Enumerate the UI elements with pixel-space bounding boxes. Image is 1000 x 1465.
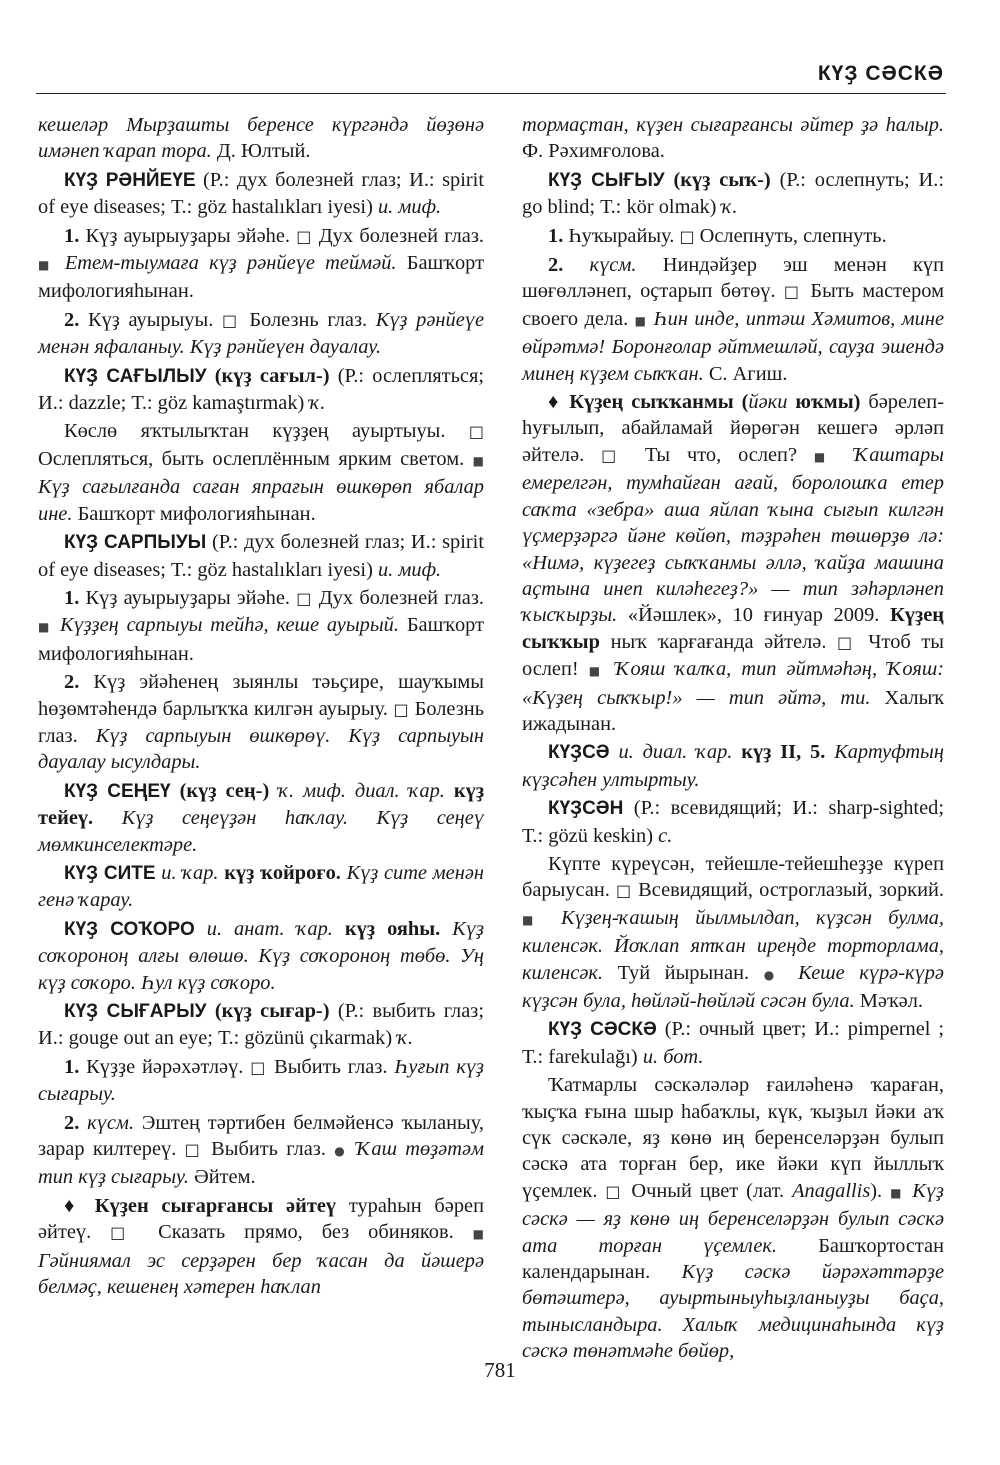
text-run: күҙ ҡойроғо. <box>224 861 341 884</box>
text-run: Туй йырынан. <box>603 961 764 984</box>
text-run: (күҙ сең-) <box>170 779 279 802</box>
example-marker-icon: ■ <box>813 449 838 464</box>
translation-marker-icon: □ <box>296 226 313 246</box>
text-run: и. ҡар. <box>155 861 225 884</box>
headword: КҮҘ РӘНЙЕҮЕ <box>64 169 196 191</box>
text-run: ҡ. <box>397 1027 414 1050</box>
text-run: тормаҫтан, күҙен сығарғансы әйтер ҙә һалыр. <box>522 114 944 136</box>
translation-marker-icon: □ <box>605 1181 624 1201</box>
text-run: Кеше күрә-күрә күҙсән була, һөйләй-һөйләй сәсән була. <box>522 961 944 1012</box>
example-marker-icon: ■ <box>472 1227 484 1242</box>
text-run: Күҙ сеңеүҙән һаҡлау. Күҙ сеңеү мөмкинселектәре. <box>38 807 484 856</box>
headword: КҮҘ СЕҢЕҮ <box>64 780 171 802</box>
text-run: Күҙ сите менән генә ҡарау. <box>38 861 485 912</box>
text-run: күҙ тейеү. <box>38 779 485 830</box>
text-run: (күҙ сығар-) <box>206 1000 330 1022</box>
dictionary-paragraph <box>522 739 944 793</box>
translation-marker-icon: □ <box>221 310 241 330</box>
text-run: (Р.: выбить глаз; И.: gouge out an eye; Т.: gözünü çıkarmak) <box>38 1000 484 1050</box>
text-run: Ҡаш төҙәтәм тип күҙ сығарыу. <box>38 1138 485 1189</box>
translation-marker-icon: □ <box>468 422 484 442</box>
text-run: (Р.: ослепнуть; И.: go blind; Т.: kör olmak) <box>522 168 945 219</box>
dictionary-paragraph <box>38 307 484 361</box>
text-run: Эштең тәртибен белмәйенсә ҡыланыу, зарар килтереү. <box>38 1111 484 1161</box>
text-run: юҡмы) <box>787 391 861 414</box>
headword: КҮҘ САРПЫУЫ <box>64 532 207 554</box>
text-run: Башҡортостан календарынан. <box>522 1234 944 1284</box>
text-run: Күҙ соҡороноң алғы өлөшө. Күҙ соҡороноң төбө. Уң күҙ соҡоро. Һул күҙ соҡоро. <box>38 917 484 994</box>
dictionary-paragraph <box>522 1072 944 1364</box>
text-run: тураһын бәреп әйтеү. <box>38 1194 484 1244</box>
dictionary-paragraph <box>522 795 944 849</box>
text-run: с. <box>658 824 673 847</box>
text-run: Күҙ сарпыуын өшкөрөү. Күҙ сарпыуын дауалау ысулдары. <box>38 724 484 774</box>
text-run: Күҙең-ҡашың йылмылдап, күҙсән булма, киленсәк. Йоҡлап ятҡан иреңде торторлама, киленсәк. <box>522 906 944 984</box>
text-run: Дух болезней глаз. <box>312 586 484 609</box>
dictionary-paragraph <box>522 1016 944 1070</box>
dictionary-paragraph <box>38 998 484 1052</box>
text-run: ныҡ ҡарғағанда әйтелә. <box>599 630 838 653</box>
text-run: 2. <box>64 1111 80 1134</box>
text-run: 2. <box>548 254 564 277</box>
text-run: ♦ Күҙең сыҡҡанмы ( <box>548 391 749 414</box>
text-run: «Йәшлек», 10 ғинуар 2009. <box>617 604 891 627</box>
text-run: Күҙең сыҡҡыр <box>522 604 944 653</box>
text-run: Һуҡырайыу. <box>563 224 680 247</box>
proverb-marker-icon: ● <box>763 967 784 982</box>
text-run: Башҡорт мифологияһынан. <box>38 252 484 303</box>
text-run: (Р.: всевидящий; И.: sharp-sighted; Т.: gözü keskin) <box>522 797 944 847</box>
text-run: Сказать прямо, без обиняков. <box>139 1221 473 1244</box>
text-run: Ф. Рәхимғолова. <box>522 140 665 163</box>
text-run: Күҙ рәнйеүе менән яфаланыу. Күҙ рәнйеүен дауалау. <box>38 308 484 359</box>
dictionary-paragraph <box>38 1110 484 1191</box>
text-run: Д. Юлтый. <box>211 140 311 163</box>
dictionary-paragraph <box>522 112 944 165</box>
text-run: Әйтем. <box>188 1166 256 1189</box>
dictionary-paragraph <box>38 363 484 417</box>
dictionary-paragraph <box>38 167 484 221</box>
example-marker-icon: ■ <box>890 1185 905 1200</box>
text-run: кешеләр Мырҙашты беренсе күргәндә йөҙөнә имәнеп ҡарап тора. <box>38 114 484 163</box>
left-column <box>38 112 484 1302</box>
text-run: ҡ. <box>721 196 738 219</box>
text-run: Ты что, ослеп? <box>628 443 814 466</box>
dictionary-paragraph <box>38 669 484 776</box>
text-run: (Р.: дух болезней глаз; И.: spirit of eye diseases; Т.: göz hastalıkları iyesi) <box>38 531 485 581</box>
dictionary-paragraph <box>38 1193 484 1301</box>
text-run: Дух болезней глаз. <box>312 224 484 247</box>
translation-marker-icon: □ <box>783 282 803 302</box>
dictionary-paragraph <box>38 585 484 667</box>
dictionary-paragraph <box>522 167 944 221</box>
text-run: Выбить глаз. <box>202 1138 335 1161</box>
text-run: Ослепляться, быть ослеплённым ярким светом. <box>38 447 473 470</box>
translation-marker-icon: □ <box>250 1057 268 1077</box>
text-run: күҙ II, 5. <box>741 741 826 764</box>
dictionary-paragraph <box>38 223 484 305</box>
translation-marker-icon: □ <box>110 1223 140 1243</box>
translation-marker-icon: □ <box>184 1140 203 1160</box>
text-run: йәки <box>748 391 788 414</box>
text-run: Очный цвет (лат. <box>623 1179 793 1202</box>
text-run: Anagallis <box>792 1179 871 1202</box>
example-marker-icon: ■ <box>472 453 484 468</box>
text-run: Выбить глаз. <box>267 1055 395 1078</box>
text-run: ҡ. миф. диал. ҡар. <box>278 779 454 802</box>
text-run: 1. <box>64 224 80 247</box>
dictionary-paragraph <box>38 112 484 165</box>
text-run: Ниндәйҙер эш менән күп шөғөлләнеп, оҫтарып бөтөү. <box>522 254 945 303</box>
text-run: Болезнь глаз. <box>240 308 376 331</box>
text-run: Ҡатмарлы сәскәләләр ғаиләһенә ҡараған, ҡыҫҡа ғына шыр һабаҡлы, күк, ҡыҙыл йәки аҡ сүк сәскәле, яҙ көнө иң беренселәрҙән булып сәскә ата торған бер, ике йәки күп йыллыҡ үҫемлек. <box>522 1074 944 1202</box>
headword: КҮҘ СЫҒЫУ <box>548 169 665 191</box>
dictionary-paragraph <box>38 860 484 914</box>
dictionary-paragraph <box>38 529 484 583</box>
text-run: Ҡаштары емерелгән, тумһайған ағай, боролошҡа етер саҡта «зебра» аша яйлап ҡына сығып килгән үҫмерҙәргә йәне көйөп, тәҙрәһен төшөрҙө лә: «Нимә, күҙегеҙ сыҡҡанмы әллә, ҡайҙа машина аҫтына инеп киләһегеҙ?» — тип зәһәрләнеп ҡысҡырҙы. <box>522 443 944 627</box>
headword: КҮҘ СӘСКӘ <box>548 1019 657 1041</box>
text-run: Мәҡәл. <box>854 990 923 1012</box>
text-run: ҡ. <box>309 392 326 415</box>
translation-marker-icon: □ <box>679 226 695 246</box>
text-run: и. миф. <box>377 558 442 581</box>
text-run: и. миф. <box>377 196 442 219</box>
translation-marker-icon: □ <box>296 588 313 608</box>
translation-marker-icon: □ <box>615 881 633 901</box>
text-run: бәрелеп-һуғылып, абайламай йөрөгән кешегә әрләп әйтелә. <box>522 391 944 466</box>
text-run: Ослепнуть, слепнуть. <box>694 224 887 247</box>
headword: КҮҘСӘН <box>548 798 624 820</box>
text-run: 2. <box>64 671 80 694</box>
text-run: күсм. <box>79 1111 135 1134</box>
text-run: Күҙ сәскә — яҙ көнө иң беренселәрҙән булып сәскә ата торған үҫемлек. <box>522 1179 944 1257</box>
text-run: Етем-тыумаға күҙ рәнйеүе теймәй. <box>54 252 397 275</box>
text-run: Башҡорт мифологияһынан. <box>72 502 316 525</box>
text-run: Күҙ сағылғанда саған япрағын өшкөрөп ябалар ине. <box>38 476 484 525</box>
text-run: күҙ ояһы. <box>344 917 441 940</box>
text-run: ♦ Күҙен сығарғансы әйтеү <box>64 1194 337 1217</box>
dictionary-paragraph <box>38 916 484 996</box>
text-run: Күҙ эйәһенең зыянлы тәьҫире, шауҡымы һөҙөмтәһендә барлыҡҡа килгән ауырыу. <box>38 671 484 720</box>
text-run: Халыҡ ижадынан. <box>522 686 944 735</box>
text-run: Башҡорт мифологияһынан. <box>38 614 485 665</box>
text-run: Ҡояш ҡалҡа, тип әйтмәһәң, Ҡояш: «Күҙең сыҡҡыр!» — тип әйтә, ти. <box>522 658 945 709</box>
example-marker-icon: ■ <box>38 620 53 635</box>
example-marker-icon: ■ <box>634 313 648 328</box>
running-head: КҮҘ СӘСКӘ <box>817 62 944 85</box>
text-run: Всевидящий, остроглазый, зоркий. <box>632 879 944 902</box>
text-run: Күҙҙе йәрәхәтләү. <box>79 1055 251 1078</box>
text-run: ). <box>870 1179 891 1202</box>
dictionary-paragraph <box>38 778 484 858</box>
text-run: Һин инде, иптәш Хәмитов, мине өйрәтмә! Боронғолар әйтмешләй, сауҙа эшендә минең күҙем сыҡҡан. <box>522 307 945 385</box>
text-run: Көслө яҡтылыҡтан күҙҙең ауыртыуы. <box>64 420 469 443</box>
text-run: и. диал. ҡар. <box>609 741 742 764</box>
text-run: Болезнь глаз. <box>38 697 484 747</box>
translation-marker-icon: □ <box>393 699 410 719</box>
example-marker-icon: ■ <box>522 912 545 927</box>
dictionary-paragraph <box>38 1054 484 1108</box>
headword: КҮҘСӘ <box>548 742 610 764</box>
text-run: и. анат. ҡар. <box>194 917 345 940</box>
dictionary-paragraph <box>522 389 944 737</box>
text-run: (күҙ сағыл-) <box>206 364 330 387</box>
headword: КҮҘ СЫҒАРЫУ <box>64 1001 207 1022</box>
dictionary-paragraph <box>522 851 944 1014</box>
text-run: С. Агиш. <box>703 362 788 385</box>
text-run: и. бот. <box>642 1045 704 1068</box>
text-run: Күпте күреүсән, тейешле-тейешһеҙҙе күреп барыусан. <box>522 852 944 902</box>
text-run: Күҙ ауырыуҙары эйәһе. <box>79 586 297 609</box>
headword: КҮҘ СИТЕ <box>64 862 156 884</box>
text-run: (Р.: ослепляться; И.: dazzle; Т.: göz kamaştırmak) <box>38 364 484 415</box>
example-marker-icon: ■ <box>588 664 606 679</box>
example-marker-icon: ■ <box>38 258 55 273</box>
translation-marker-icon: □ <box>837 632 858 652</box>
text-run: Күҙ ауырыуы. <box>79 308 222 331</box>
dictionary-paragraph <box>522 252 944 387</box>
page-number: 781 <box>484 1358 516 1382</box>
dictionary-paragraph <box>38 418 484 527</box>
right-column <box>522 112 944 1367</box>
text-run: Гәйниямал эс серҙәрен бер ҡасан да йәшерә белмәҫ, кешенең хәтерен һаҡлап <box>38 1249 484 1299</box>
text-run: Быть мастером своего дела. <box>522 280 944 330</box>
dictionary-paragraph <box>522 223 944 250</box>
text-run: 1. <box>64 1055 80 1078</box>
text-run: 1. <box>548 224 564 247</box>
text-run: Күҙ ауырыуҙары эйәһе. <box>79 224 297 247</box>
text-run: 2. <box>64 308 80 331</box>
text-run: (күҙ сыҡ-) <box>664 168 771 191</box>
text-run: Күҙ сәскә йәрәхәттәрҙе бөтәштерә, ауыртыныуһыҙланыуҙы баҫа, тынысландыра. Халыҡ медицинаһында күҙ сәскә төнәтмәһе бөйөр, <box>522 1261 945 1363</box>
text-run: Күҙҙең сарпыуы тейһә, кеше ауырый. <box>52 614 399 637</box>
translation-marker-icon: □ <box>601 445 629 465</box>
text-run: 1. <box>64 586 80 609</box>
proverb-marker-icon: ● <box>334 1144 348 1159</box>
headword: КҮҘ СОҠОРО <box>64 918 195 940</box>
text-run: Һуғып күҙ сығарыу. <box>38 1055 485 1106</box>
text-run: (Р.: очный цвет; И.: pimpernel ; Т.: farekulağı) <box>522 1018 944 1068</box>
header-rule <box>36 93 946 94</box>
text-run: Чтоб ты ослеп! <box>522 630 944 681</box>
text-run: (Р.: дух болезней глаз; И.: spirit of eye diseases; Т.: göz hastalıkları iyesi) <box>38 168 485 219</box>
text-run: күсм. <box>563 254 637 277</box>
headword: КҮҘ САҒЫЛЫУ <box>64 365 207 387</box>
text-run: Картуфтың күҙсәһен ултыртыу. <box>522 741 944 791</box>
